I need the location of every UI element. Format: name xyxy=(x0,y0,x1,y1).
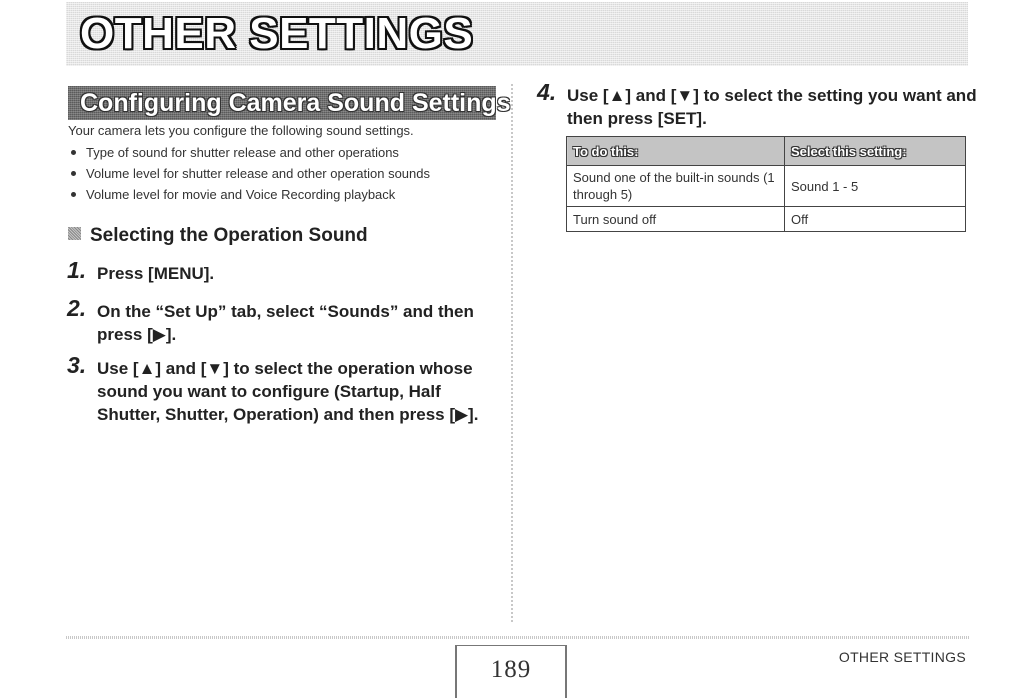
bullet-item xyxy=(68,142,508,163)
table-header-cell: Select this setting: xyxy=(785,137,966,166)
subsection-heading xyxy=(68,224,368,248)
bullet-item xyxy=(68,163,508,184)
page-title: OTHER SETTINGS xyxy=(80,9,474,58)
section-title: Configuring Camera Sound Settings xyxy=(80,89,511,117)
settings-table xyxy=(566,136,966,232)
page-number: 189 xyxy=(490,656,532,683)
step-number: 4. xyxy=(537,79,557,105)
bullet-list xyxy=(68,142,508,205)
step-number: 1. xyxy=(67,257,87,283)
table-cell: Off xyxy=(785,207,966,232)
table-row xyxy=(567,166,966,207)
bullet-item xyxy=(68,184,508,205)
table-row xyxy=(567,207,966,232)
table-cell: Sound one of the built-in sounds (1 through 5) xyxy=(567,166,785,207)
bullet-text: Type of sound for shutter release and other operations xyxy=(86,145,399,160)
bullet-dot-icon xyxy=(71,192,76,197)
step-number: 2. xyxy=(67,295,87,321)
step-text: Use [▲] and [▼] to select the setting you want and then press [SET]. xyxy=(567,86,977,128)
bullet-text: Volume level for movie and Voice Recording playback xyxy=(86,187,396,202)
footer-section-label: OTHER SETTINGS xyxy=(838,649,966,665)
footer-rule xyxy=(66,636,970,639)
step-3 xyxy=(67,352,507,426)
step-text: Use [▲] and [▼] to select the operation whose sound you want to configure (Startup, Half Shutter, Shutter, Operation) and then press [▶]. xyxy=(97,359,479,424)
step-2 xyxy=(67,295,507,346)
step-text: Press [MENU]. xyxy=(97,264,215,283)
bullet-dot-icon xyxy=(71,150,76,155)
table-cell: Turn sound off xyxy=(567,207,785,232)
step-number: 3. xyxy=(67,352,87,378)
step-text: On the “Set Up” tab, select “Sounds” and then press [▶]. xyxy=(97,302,474,344)
table-cell: Sound 1 - 5 xyxy=(785,166,966,207)
table-header-row xyxy=(567,137,966,166)
subsection-title: Selecting the Operation Sound xyxy=(90,225,368,246)
step-1 xyxy=(67,257,507,285)
column-divider xyxy=(511,84,513,622)
bullet-dot-icon xyxy=(71,171,76,176)
square-bullet-icon xyxy=(68,227,81,240)
bullet-text: Volume level for shutter release and other operation sounds xyxy=(86,166,430,181)
table-header-cell: To do this: xyxy=(567,137,785,166)
intro-text: Your camera lets you configure the following sound settings. xyxy=(68,123,414,138)
step-4 xyxy=(537,79,977,130)
